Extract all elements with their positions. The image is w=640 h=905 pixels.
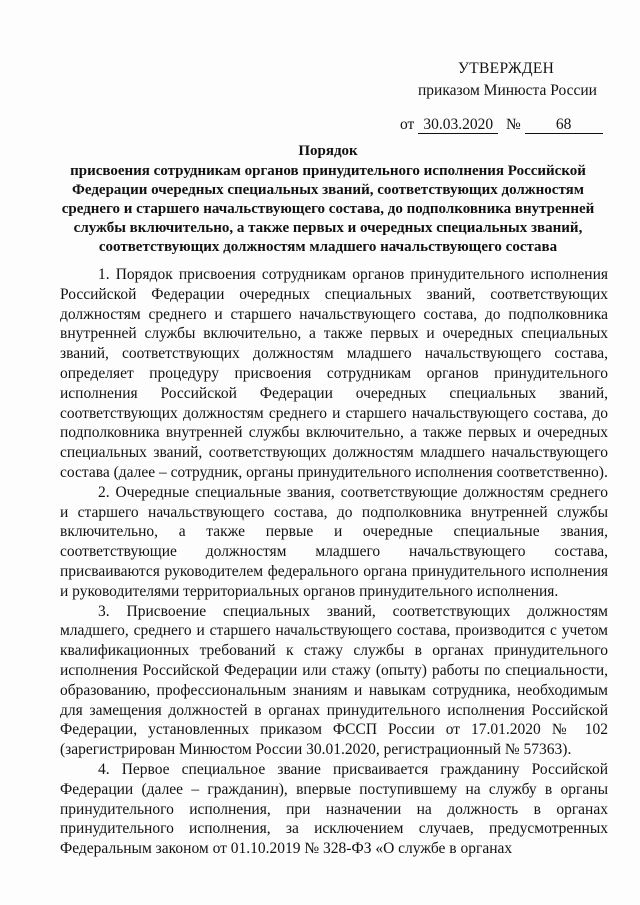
approval-stamp: УТВЕРЖДЕН <box>458 60 555 77</box>
approval-order-line: приказом Минюста России <box>418 82 597 99</box>
title-heading: Порядок <box>298 143 358 159</box>
approval-block <box>400 58 610 136</box>
document-body <box>60 265 608 859</box>
paragraph-4: 4. Первое специальное звание присваивается гражданину Российской Федерации (далее – гражданин), впервые поступившему на службу в органы принудительного исполнения, при назначении на должность в органах принудительного исполнения, за исключением случаев, предусмотренных Федеральным законом от 01.10.2019 № 328-ФЗ «О службе в органах <box>60 760 608 858</box>
document-title <box>48 142 608 257</box>
order-number: 68 <box>525 117 603 134</box>
paragraph-2: 2. Очередные специальные звания, соответствующие должностям среднего и старшего начальствующего состава, до подполковника внутренней службы включительно, а также первые и очередные специальные звания, соответствующие должностям младшего начальствующего состава, присваиваются руководителем федерального органа принудительного исполнения и руководителями территориальных органов принудительного исполнения. <box>60 483 608 600</box>
title-subtitle: присвоения сотрудникам органов принудительного исполнения Российской Федерации очередных специальных званий, соответствующих должностям среднего и старшего начальствующего состава, до подполковника внутренней службы включительно, а также первых и очередных специальных званий, соответствующих должностям младшего начальствующего состава <box>61 163 595 255</box>
number-sign: № <box>505 116 521 133</box>
date-prefix: от <box>400 116 415 133</box>
paragraph-1: 1. Порядок присвоения сотрудникам органов принудительного исполнения Российской Федерации очередных специальных званий, соответствующих должностям среднего и старшего начальствующего состава, до подполковника внутренней службы включительно, а также первых и очередных специальных званий, соответствующих должностям младшего начальствующего состава, определяет процедуру присвоения сотрудникам органов принудительного исполнения Российской Федерации очередных специальных званий, соответствующих должностям среднего и старшего начальствующего состава, до подполковника внутренней службы включительно, а также первых и очередных специальных званий, соответствующих должностям младшего начальствующего состава (далее – сотрудник, органы принудительного исполнения соответственно). <box>60 266 608 481</box>
paragraph-3: 3. Присвоение специальных званий, соответствующих должностям младшего, среднего и старшего начальствующего состава, производится с учетом квалификационных требований к стажу службы в органах принудительного исполнения Российской Федерации или стажу (опыту) работы по специальности, образованию, профессиональным знаниям и навыкам сотрудника, необходимым для замещения должностей в органах принудительного исполнения Российской Федерации, установленных приказом ФССП России от 17.01.2020 № 102 (зарегистрирован Минюстом России 30.01.2020, регистрационный № 57363). <box>60 602 608 759</box>
order-date: 30.03.2020 <box>418 117 498 134</box>
approval-date-line <box>400 114 610 136</box>
